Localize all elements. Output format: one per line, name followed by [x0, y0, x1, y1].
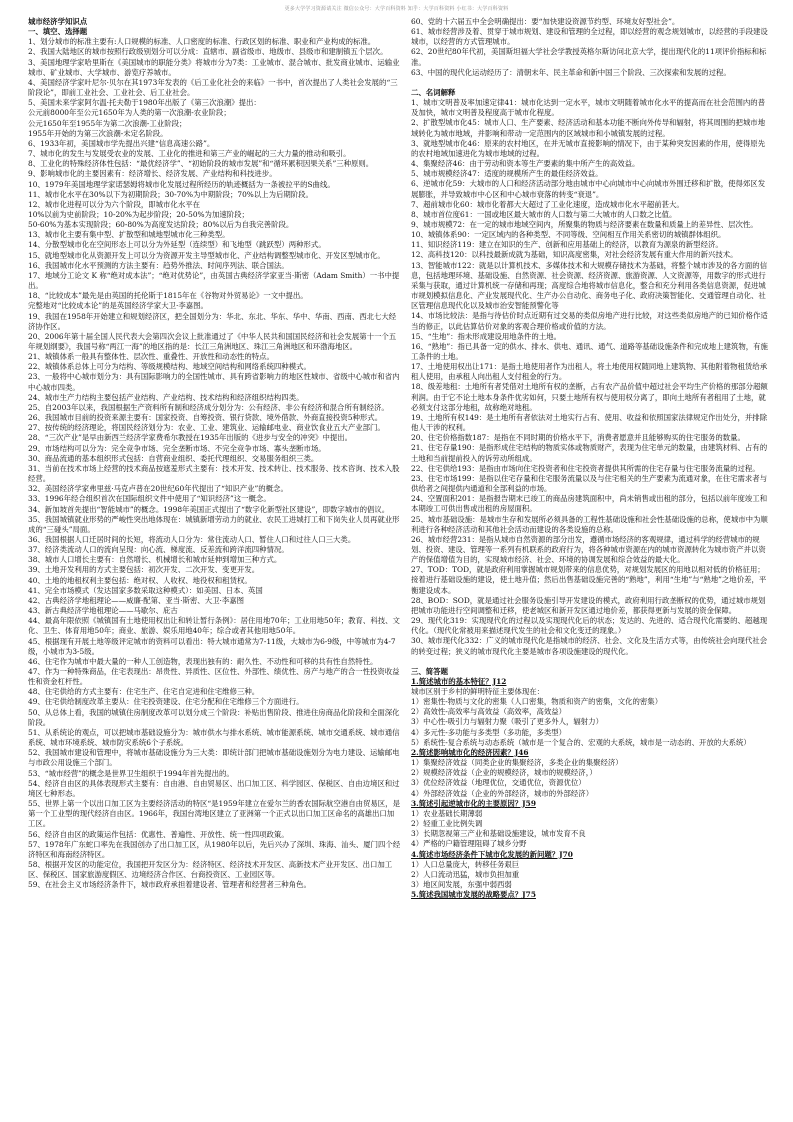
text-line: 35、我国城镇就业形势的严峻性突出地体现在：城镇新增劳动力的就业、农民工进城打工和下岗失业人员再就业形成的“三碰头”局面。 — [28, 514, 400, 534]
text-line: 2）高效性-高效率与高效益（高效率，高效益） — [411, 707, 567, 717]
text-line: 1）集聚经济效益（同类企业的集聚经济，多类企业的集聚经济） — [411, 758, 623, 768]
text-line: 43、新古典经济学地租理论——马歇尔、庇古 — [28, 606, 178, 616]
text-line: 17、地域分工论文 K 称“绝对成本法”；“绝对优势论”，由英国古典经济学家亚当·斯密（Adam Smith）一书中提出。 — [28, 270, 400, 291]
text-line: 38、城市人口增长主要有：自然增长、机械增长和城市延伸到增加三种方式。 — [28, 555, 282, 565]
text-line: 3）优位经济效益（地理优位，交通优位，资源优位） — [411, 778, 586, 788]
text-line: 10、1979年美国地理学家诺瑟姆将城市化发展过程所经历的轨迹概括为一条被拉平的S曲线。 — [28, 179, 335, 189]
text-line: 1955年开始的为第三次浪潮-未定名阶段。 — [28, 128, 168, 138]
text-line: 30、城市现代化332：广义的城市现代化是指城市的经济、社会、文化及生活方式等，由传统社会向现代社会的转变过程；狭义的城市现代化主要是城市各项设施建设的现代化。 — [411, 636, 768, 656]
text-line: 14、分散型城市化在空间形态上可以分为外延型（连续型）和飞地型（跳跃型）两种形式。 — [28, 240, 326, 250]
text-line: 10、城镇体系90：一定区域内的各种类型、不同等级、空间相互作用关系密切的城镇群体组织。 — [411, 230, 726, 240]
text-line: 22、住宅供给193：是指由市场向住宅投资者和住宅投资者提供其所需的住宅存量与住宅服务流量的过程。 — [411, 463, 760, 473]
section-heading: 三、简答题 — [411, 666, 448, 676]
text-line: 1、城市文明普及率加速定律41：城市化达到一定水平，城市文明随着城市化水平的提高而在社会范围内的普及加快，城市文明普及程度高于城市化程度。 — [411, 98, 766, 118]
text-line: 24、空置面积201：是指报告期末已竣工的商品房建筑面积中，尚未销售或出租的部分，包括以前年度竣工和本期竣工可供出售或出租的房屋面积。 — [411, 494, 768, 514]
text-line: 7、超前城市化60：城市化着都大大超过了工业化速度，造成城市化水平超前甚大。 — [411, 199, 684, 209]
question-title: 5.简述我国城市发展的战略要点？J75 — [411, 890, 536, 900]
text-line: 2）人口流动迅猛，城市负担加重 — [411, 869, 520, 879]
text-line: 1）农业基础长期薄弱 — [411, 808, 483, 818]
text-line: 30、商品流通的基本组织形式包括：自营商业组织、委托代理组织、交易服务组织三类。 — [28, 453, 319, 463]
section-heading: 一、填空、选择题 — [28, 27, 88, 37]
text-line: 16、“熟地”：指已具备一定的供水、排水、供电、通讯、通气、道路等基础设施条件和完成地上建筑物，有施工条件的土地。 — [411, 341, 768, 361]
text-line: 45、根据现有开展土地等级评定城市的资料可以看出：特大城市通常为7-11级，大城市为6-9级，中等城市为4-7级，小城市为3-5级。 — [28, 636, 396, 656]
text-line: 6、逆城市化59：大城市的人口和经济活动部分地由城市中心向城市中心向城市外围迁移和扩散，使得郊区发展膨胀，并导致城市中心区和中心城市衰落的转变“衰退”。 — [411, 179, 766, 199]
text-line: 63、中国的现代化运动经历了：清朝末年、民主革命和新中国三个阶段、三次探索和发展的过程。 — [411, 67, 731, 77]
text-line: 8、城市首位度61：一国或地区最大城市的人口数与第二大城市的人口数之比值。 — [411, 209, 677, 219]
text-line: 12、高科技120：以科技最新成就为基础，知识高度密集，对社会经济发展有重大作用的新兴技术。 — [411, 250, 738, 260]
text-line: 23、住宅市场199：是指以住宅存量和住宅服务流量以及与住宅相关的生产要素为流通对象，在住宅需求者与供给者之间提供内通道和全部利益的市场。 — [411, 473, 768, 494]
text-line: 51、从系统论的观点，可以把城市基础设施分为：城市供水与排水系统、城市能源系统、城市交通系统、城市通信系统、城市环境系统、城市防灾系统6个子系统。 — [28, 727, 400, 748]
text-line: 28、BOD：SOD，就是通过社会服务设施引导开发建设的模式，政府利用行政垄断权的优势，通过城市规划把城市功能进行空间调整和迁移，使老城区和新开发区通过地价差，都获得更新与发展的资金保障。 — [411, 595, 766, 615]
text-line: 60、党的十六届五中全会明确提出：要“加快建设资源节约型、环境友好型社会”。 — [411, 17, 680, 26]
text-line: 完整地对“比较成本论”的是英国经济学家大卫·李嘉图。 — [28, 301, 208, 311]
text-line: 4）多元性-多功能与多类型（多功能，多类型） — [411, 727, 567, 737]
text-line: 1）人口总量庞大，转移任务艰巨 — [411, 859, 520, 869]
left-column — [28, 17, 401, 1117]
text-line: 42、古典经济学地租理论——威廉·配第、亚当·斯密、大卫·李嘉图 — [28, 595, 245, 605]
text-line: 11、知识经济119：建立在知识的生产、创新和应用基础上的经济，以教育为源泉的新型经济。 — [411, 240, 723, 250]
text-line: 58、根据开发区的功能定位，我国把开发区分为：经济特区、经济技术开发区、高新技术产业开发区、出口加工区、保税区、国家旅游度假区、边境经济合作区、台商投资区、工业园区等。 — [28, 859, 393, 880]
text-line: 13、城市化主要有集中型、扩散型和城地型城市化三种类型。 — [28, 230, 230, 240]
text-line: 46、住宅作为城市中最大量的一种人工创造物，表现出独有的：耐久性、不动性和可移的共有性自然特性。 — [28, 656, 378, 666]
text-line: 5、美国未来学家阿尔温·托夫勒于1980年出版了《第三次浪潮》提出： — [28, 98, 261, 108]
text-line: 20、住宅价格指数187：是指在不同时期的价格水平下，消费者愿意并且能够购买的住宅服务的数量。 — [411, 433, 745, 443]
question-title: 1.简述城市的基本特征？J12 — [411, 676, 507, 686]
text-line: 36、我国根据人口迁居时间的长短，将流动人口分为：常住流动人口、暂住人口和过往人口三大类。 — [28, 534, 356, 544]
text-line: 27、按传统的经济理论，将国民经济划分为：农业、工业、建筑业、运输邮电业、商业饮食业五大产业部门。 — [28, 423, 385, 433]
question-title: 4.简述市场经济条件下城市化发展的新问题？J70 — [411, 849, 573, 859]
text-line: 10%以前为史前阶段；10-20%为起步阶段；20-50%为加速阶段； — [28, 209, 249, 219]
text-line: 25、自2003年以来，我国根据生产资料所有制和经济成分划分为：公有经济、非公有经济和混合所有制经济。 — [28, 402, 389, 412]
text-line: 62、20世纪80年代初，美国斯坦福大学社会学教授英格尔斯访问北京大学，提出现代化的11项评价指标和标准。 — [411, 47, 767, 67]
page-header: 更多大学学习资源请关注 微信公众号：大学百科资料 知乎：大学百科资料 小红书：大学百科资料 — [284, 6, 509, 12]
section-heading: 城市经济学知识点 — [28, 17, 88, 26]
text-line: 27、TOD：TOD，就是政府利用掌握城市规划带来的信息优势，对规划发展区的用地以相对低的价格征用；接着进行基础设施的建设，使土地升值；然后出售基础设施完善的“熟地”，利用“生地”与“熟地”之地价差，平衡建设成本。 — [411, 565, 767, 595]
text-line: 2）轻重工业比例失调 — [411, 819, 483, 829]
text-line: 15、就地型城市化从资源开发上可以分为资源开发主导型城市化、产业结构调整型城市化、开发区型城市化。 — [28, 250, 385, 260]
text-line: 城市区别于乡村的鲜明特征主要体现在： — [411, 687, 545, 696]
text-line: 1、划分城市的标准主要有:人口规模的标准、人口密度的标准、行政区划的标准、职业和产业构成的标准。 — [28, 37, 376, 47]
text-line: 53、“城市经营”的概念是世界卫生组织于1994年首先提出的。 — [28, 768, 234, 778]
text-line: 14、市场比较法：是指与待估价时点近期有过交易的类似房地产进行比较，对这些类似房地产的已知价格作适当的修正，以此估算估价对象的客观合理价格或价值的方法。 — [411, 311, 768, 331]
text-line: 44、最高年限依照《城镇国有土地使用权出让和转让暂行条例》：居住用地70年；工业用地50年；教育、科技、文化、卫生、体育用地50年；商业、旅游、娱乐用地40年；综合或者其他用地50年。 — [28, 616, 400, 636]
text-line: 54、经济自由区的具体表现形式主要有：自由港、自由贸易区、出口加工区、科学园区、保税区、自由边境区和过境区七种形态。 — [28, 778, 400, 798]
text-line: 公元前8000年至公元1650年为人类的第一次浪潮-农业阶段； — [28, 108, 231, 118]
text-line: 52、我国城市建设和管理中，将城市基础设施分为三大类：即统计部门把城市基础设施划分为电力建设、运输邮电与市政公用设施三个部门。 — [28, 748, 400, 768]
text-line: 18、级差地租：土地所有者凭借对土地所有权的垄断，占有农产品价值中超过社会平均生产价格的那部分超额利润。由于它不论土地本身条件优劣如何，只要土地所有权与使用权分离了，即向土地所有者租用了土地，就必须支付这部分地租，故称绝对地租。 — [411, 382, 768, 412]
text-line: 1）密集性-物质与文化的密集（人口密集，物质和资产的密集，文化的密集） — [411, 697, 663, 707]
text-line: 4）严格的户籍管理阻碍了城乡分野 — [411, 839, 527, 849]
text-line: 31、当前在技术市场上经营的技术商品按遮羞形式主要有：技术开发、技术转让、技术服务、技术咨询、技术入股经营。 — [28, 463, 400, 484]
section-heading: 二、名词解释 — [411, 87, 456, 97]
text-line: 7、城市化的发生与发展受农业的发展、工业化的推进和第三产业的崛起的三大力量的推动和吸引。 — [28, 149, 351, 159]
text-line: 9、影响城市化的主要因素有：经济增长、经济发展、产业结构和科技进步。 — [28, 169, 277, 179]
text-line: 18、“比较成本”最先是由英国的托伦斯于1815年在《谷物对外贸易论》一文中提出。 — [28, 291, 308, 301]
text-line: 41、完全市场模式（发达国家多数采取这种模式）：如美国、日本、英国 — [28, 585, 263, 595]
question-title: 2.简述影响城市化的经济因素？J46 — [411, 747, 529, 757]
text-line: 61、城市经营涉及着、贯穿于城市规划、建设和管理的全过程，即以经营的观念规划城市，以经营的手段建设城市，以经营的方式管理城市。 — [411, 27, 768, 47]
text-line: 20、2006年第十届全国人民代表大会第四次会议上批准通过了《中华人民共和国国民经济和社会发展第十一个五年规划纲要》，我国号称“两江一海”的地区指的是：长江三角洲地区、珠江三角洲地区和环渤海地区。 — [28, 331, 397, 351]
text-line: 34、新加坡首先提出“智能城市”的概念。1998年美国正式提出了“数字化新型社区建设”，即数字城市的倡议。 — [28, 504, 390, 514]
text-line: 55、世界上第一个以出口加工区为主要经济活动的特区“是1959年建立在爱尔兰的香农国际航空港自由贸易区，是第一个工业型的现代经济自由区。1966年，我国台湾地区建立了亚洲第一个正式以出口加工区命名的高雄出口加工区。 — [28, 799, 400, 829]
section-gap — [411, 78, 769, 88]
text-line: 50、从总体上看，我国的城镇住房制度改革可以划分成三个阶段：补贴出售阶段、推进住房商品化阶段和全面深化阶段。 — [28, 707, 400, 727]
text-line: 21、住宅存量190：是指形成住宅结构的物质实体或物质财产，表现为住宅单元的数量，由建筑材料、占有的土地和当前提前投入的诉劳动所组成。 — [411, 443, 768, 463]
right-column — [411, 17, 769, 1117]
text-line: 3、就地型城市化46：原来的农村地区，在并无城市直接影响的情况下，由于某种突发因素的作用，使得原先的农村地域加速进化为城市地域的过程。 — [411, 138, 766, 158]
text-line: 2）规模经济效益（企业的规模经济，城市的规模经济，） — [411, 768, 597, 778]
text-line: 29、市场结构可以分为：完全竞争市场、完全垄断市场、不完全竞争市场、寡头垄断市场。 — [28, 443, 326, 453]
text-line: 32、美国经济学家弗里兹·马克卢普在20世纪60年代提出了“知识产业”的概念。 — [28, 484, 288, 494]
text-line: 6、1933年初，美国城市学先提出兴建“信息高速公路”。 — [28, 138, 215, 148]
text-line: 50-60%为基本实现阶段；60-80%为高度发达阶段；80%以后为自我完善阶段。 — [28, 220, 294, 230]
text-line: 57、1978年广东蛇口率先在我国创办了出口加工区，从1980年以后，先后兴办了深圳、珠海、汕头、厦门四个经济特区和海南经济特区。 — [28, 839, 401, 859]
text-line: 19、土地所有权149：是土地所有者依法对土地实行占有、使用、收益和依照国家法律规定作出处分，并排除他人干涉的权利。 — [411, 412, 768, 433]
text-line: 21、城镇体系一般具有整体性、层次性、重叠性、开放性和动态性的特点。 — [28, 352, 274, 362]
text-line: 26、我国城市目前的投资来源主要有：国家投资、自筹投资、银行贷款、境外借款、外商直接投资5种形式。 — [28, 413, 383, 423]
text-line: 40、土地的地租权利主要包括：绝对权、人收权、地役权和租赁权。 — [28, 575, 252, 585]
text-line: 25、城市基础设施：是城市生存和发展所必须具备的工程性基础设施和社会性基础设施的总称，使城市中为顺利进行各种经济活动和其他社会活动而建设的各类设施的总称。 — [411, 514, 768, 534]
text-line: 3、美国地理学家哈里斯在《美国城市的职能分类》将城市分为7类：工业城市、混合城市、批发商业城市、运输业城市、矿业城市、大学城市、游览疗养城市。 — [28, 57, 400, 77]
text-line: 56、经济自由区的政策运作包括：优惠性、普遍性、开放性、统一性四项政策。 — [28, 829, 289, 839]
text-line: 4、美国经济学家叶尼尔·贝尔在其1973年发表的《后工业化社会的来临》一书中，首次提出了人类社会发展的“三阶段论”，即前工业社会、工业社会、后工业社会。 — [28, 77, 398, 98]
text-line: 28、“三次产业”是早由新西兰经济学家费希尔教授在1935年出版的《进步与安全的冲突》中提出。 — [28, 433, 353, 443]
text-line: 3）长期忽视第三产业和基础设施建设，城市发育不良 — [411, 829, 586, 839]
text-line: 13、智能城市122：就是以计算机技术、多媒体技术和大规模存储技术为基础，将整个城市涉及的各方面的信息，包括地理环境、基础设施、自然资源、社会资源、经济资源、旅游资源、人文资源等，用数字的形式进行采集与获取，通过计算机统一存储和再现；高度综合地将城市信息化，整合和充分利用各类信息资源，促进城市规划模拟信息化、产业发展现代化、生产办公自动化、商务电子化、政府决策智能化、交通管理自动化、社区管理信息现代化以及城市治安智能预警化等 — [411, 260, 768, 311]
text-line: 4）外部经济效益（企业的外部经济，城市的外部经济） — [411, 788, 594, 798]
text-line: 47、作为一种特殊商品，住宅表现出：昂贵性、异质性、区位性、外部性、绩优性、房产与地产的合一性投资收益性和资金杠杆性。 — [28, 667, 400, 687]
text-line: 16、我国城市化水平预测的方法主要有：趋势外推法、时间序列法、联合国法。 — [28, 260, 289, 270]
text-line: 12、城市化进程可以分为六个阶段，即城市化水平在 — [28, 199, 201, 209]
section-gap — [411, 657, 769, 667]
text-line: 19、我国在1958年开始建立和规划经济区，把全国划分为：华北、东北、华东、华中、华南、西南、西北七大经济协作区。 — [28, 311, 397, 331]
text-line: 15、“生地”：指未形成建设用地条件的土地。 — [411, 331, 561, 341]
text-line: 5、城市规模经济47：适度的规模所产生的最佳经济效益。 — [411, 169, 603, 179]
text-line: 5）系统性-复合系统与动态系统（城市是一个复合的、宏观的大系统，城市是一动态的、开放的大系统） — [411, 737, 751, 747]
text-line: 49、住宅供给制度改革主要从：住宅投资建设、住宅分配和住宅维修三个方面进行。 — [28, 697, 304, 707]
text-line: 4、集聚经济46：由于劳动和资本等生产要素的集中所产生的高效益。 — [411, 159, 640, 169]
text-line: 2、我国大陆地区的城市按照行政级别划分可以分成：直辖市、副省级市、地级市、县级市和建制镇五个层次。 — [28, 47, 388, 57]
text-line: 37、经济类流动人口的流向呈现：向心流、梯度流、反差流和跨洋流四种情况。 — [28, 545, 289, 555]
text-line: 29、现代化319：实现现代化的过程以及实现现代化后的状态；发达的、先进的、适合现代化需要的、超越现代化。（现代化常被用来描述现代发生的社会和文化变迁的现象。） — [411, 616, 768, 636]
text-line: 2、扩散型城市化45：城市人口、生产要素、经济活动和基本功能不断向外传导和辐射，将其周围的把城市地域转化为城市地域，并影响和带动一定范围内的区域城市和小城镇发展的过程。 — [411, 118, 766, 138]
text-line: 22、城镇体系总体上可分为结构、等级规模结构、地域空间结构和网络系统四种模式。 — [28, 362, 311, 372]
text-line: 59、在社会主义市场经济条件下，城市政府承担着建设者、管理者和经营者三种角色。 — [28, 880, 311, 890]
question-title: 3.简述引起逆城市化的主要原因？J59 — [411, 798, 536, 808]
text-line: 3）中心性-吸引力与辐射力聚（吸引了更多外人，辐射力） — [411, 717, 603, 727]
text-line: 24、城市生产力结构主要包括产业结构、产业结构、技术结构和经济组织结构四类。 — [28, 392, 304, 402]
text-line: 9、城市规模72：在一定的城市地域空间内，所聚集的物质与经济要素在数量和质量上的差异性、层次性。 — [411, 219, 758, 229]
text-line: 23、一般将中心城市划分为：具有国际影响力的全国性城市、具有跨省影响力的地区性城市、省级中心城市和省内中心城市四类。 — [28, 372, 400, 392]
text-line: 39、土地开发利用的方式主要包括：初次开发、二次开发、变更开发。 — [28, 565, 260, 575]
text-line: 17、土地使用权出让171：是指土地使用者作为出租人，将土地使用权随同地上建筑物、其他附着物租赁给承租人使用，由承租人向出租人支付租金的行为。 — [411, 362, 768, 382]
text-line: 26、城市经营231：是指从城市自然资源的部分出发，遵循市场经济的客观规律，通过科学的经营城市的规划、投资、建设、管理等一系列有机联系的政府行为，将各种城市资源在内的城市资源转化为城市资产并以资产的保值增值为目的，实现城市经济、社会、环境的协调发展和综合效益的最大化。 — [411, 534, 766, 565]
text-line: 3）地区间发展，东强中弱西弱 — [411, 879, 512, 889]
text-line: 公元1650年至1955年为第二次浪潮-工业阶段； — [28, 118, 187, 128]
text-line: 8、工业化的特殊经济体性包括：“最优经济学”、“初始阶段的城市发展”和“循环累积因果关系”三种原则。 — [28, 159, 374, 169]
text-line: 33、1996年经合组织首次在国际组织文件中使用了“知识经济”这一概念。 — [28, 494, 271, 504]
text-line: 48、住宅供给的方式主要有：住宅生产、住宅自定进和住宅维修三种。 — [28, 687, 260, 697]
text-line: 11、城市化水平在30%以下为初期阶段；30-70%为中期阶段；70%以上为后期阶段。 — [28, 189, 313, 199]
